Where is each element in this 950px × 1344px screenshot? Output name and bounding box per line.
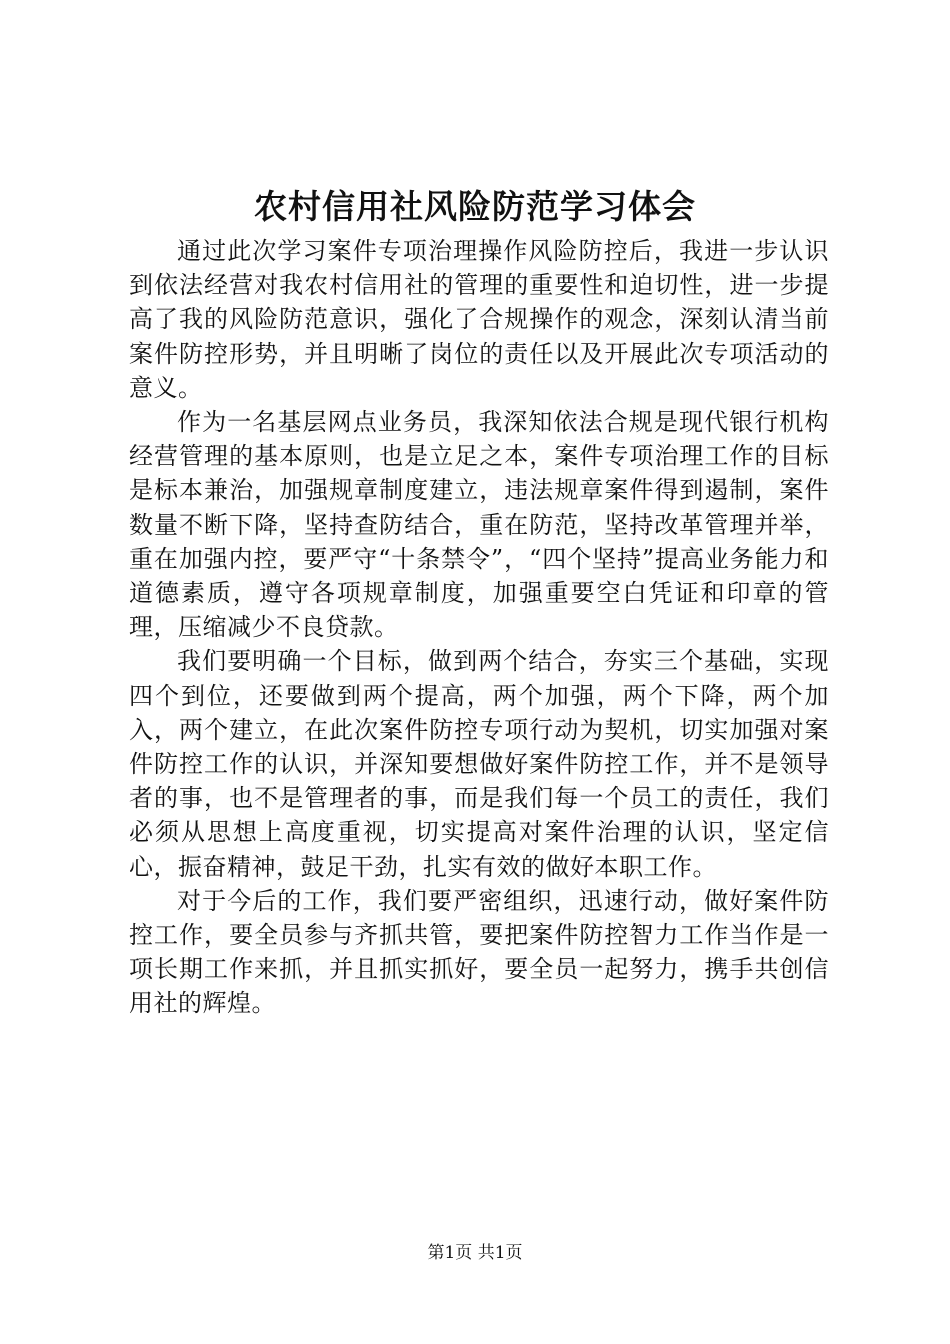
paragraph-4: 对于今后的工作，我们要严密组织，迅速行动，做好案件防控工作，要全员参与齐抓共管，要把案件防控智力工作当作是一项长期工作来抓，并且抓实抓好，要全员一起努力，携手共创信用社的辉煌。 <box>129 886 829 1018</box>
paragraph-2: 作为一名基层网点业务员，我深知依法合规是现代银行机构经营管理的基本原则，也是立足之本，案件专项治理工作的目标是标本兼治，加强规章制度建立，违法规章案件得到遏制，案件数量不断下降，坚持查防结合，重在防范，坚持改革管理并举，重在加强内控，要严守“十条禁令”，“四个坚持”提高业务能力和道德素质，遵守各项规章制度，加强重要空白凭证和印章的管理，压缩减少不良贷款。 <box>129 408 829 642</box>
paragraph-3: 我们要明确一个目标，做到两个结合，夯实三个基础，实现四个到位，还要做到两个提高，两个加强，两个下降，两个加入，两个建立，在此次案件防控专项行动为契机，切实加强对案件防控工作的认识，并深知要想做好案件防控工作，并不是领导者的事，也不是管理者的事，而是我们每一个员工的责任，我们必须从思想上高度重视，切实提高对案件治理的认识，坚定信心，振奋精神，鼓足干劲，扎实有效的做好本职工作。 <box>129 647 829 881</box>
document-title: 农村信用社风险防范学习体会 <box>254 187 696 226</box>
page-number-footer: 第1页 共1页 <box>427 1243 523 1263</box>
paragraph-1: 通过此次学习案件专项治理操作风险防控后，我进一步认识到依法经营对我农村信用社的管理的重要性和迫切性，进一步提高了我的风险防范意识，强化了合规操作的观念，深刻认清当前案件防控形势，并且明晰了岗位的责任以及开展此次专项活动的意义。 <box>129 237 829 402</box>
document-body <box>129 234 829 1021</box>
